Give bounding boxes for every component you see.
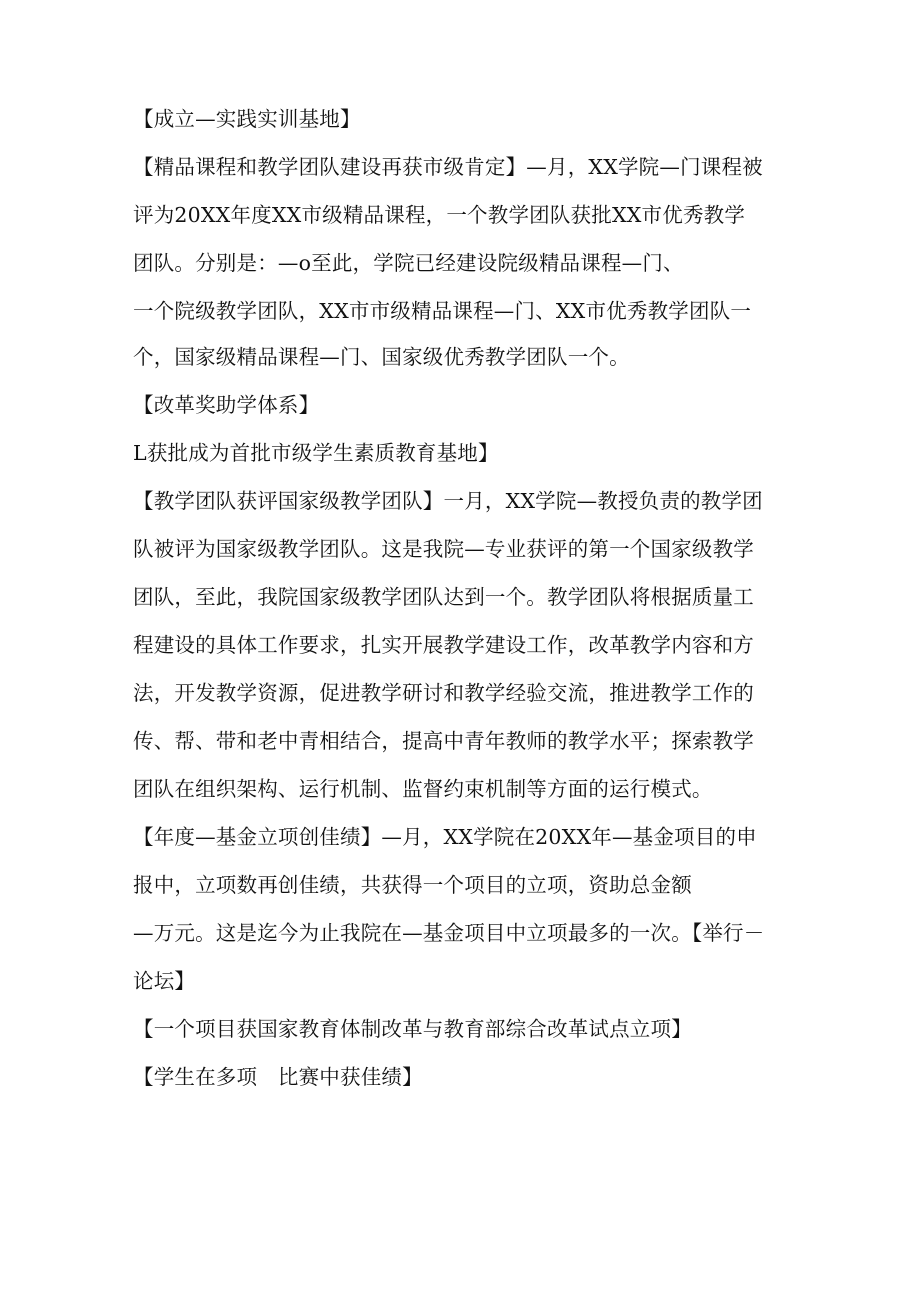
text-line: 评为20XX年度XX市级精品课程，一个教学团队获批XX市优秀教学 [133,203,746,227]
text-line: 团队，至此，我院国家级教学团队达到一个。教学团队将根据质量工 [133,585,754,609]
text-line: 报中，立项数再创佳绩，共获得一个项目的立项，资助总金额 [133,873,692,897]
text-line: L获批成为首批市级学生素质教育基地】 [133,441,499,465]
text-line: 【精品课程和教学团队建设再获市级肯定】—月，XX学院—门课程被 [133,155,763,179]
text-line: 【成立—实践实训基地】 [133,107,361,131]
text-line: 一个院级教学团队，XX市市级精品课程—门、XX市优秀教学团队一 [133,299,752,323]
text-line: 法，开发教学资源，促进教学研讨和教学经验交流，推进教学工作的 [133,681,754,705]
text-line: 程建设的具体工作要求，扎实开展教学建设工作，改革教学内容和方 [133,633,754,657]
text-line: 论坛】 [133,969,196,993]
text-line: 队被评为国家级教学团队。这是我院—专业获评的第一个国家级教学 [133,537,754,561]
text-line: 传、帮、带和老中青相结合，提高中青年教师的教学水平；探索教学 [133,729,754,753]
text-line: 团队在组织架构、运行机制、监督约束机制等方面的运行模式。 [133,777,713,801]
text-line: 【年度—基金立项创佳绩】—月，XX学院在20XX年—基金项目的申 [133,825,757,849]
text-line: 【一个项目获国家教育体制改革与教育部综合改革试点立项】 [133,1017,692,1041]
text-line: 团队。分别是：—o至此，学院已经建设院级精品课程—门、 [133,251,684,275]
text-line: 【教学团队获评国家级教学团队】一月，XX学院—教授负责的教学团 [133,489,763,513]
text-line: —万元。这是迄今为止我院在—基金项目中立项最多的一次。【举行－ [133,921,765,945]
text-line: 个，国家级精品课程—门、国家级优秀教学团队一个。 [133,345,630,369]
text-line: 【改革奖助学体系】 [133,393,320,417]
text-line: 【学生在多项 比赛中获佳绩】 [133,1065,423,1089]
